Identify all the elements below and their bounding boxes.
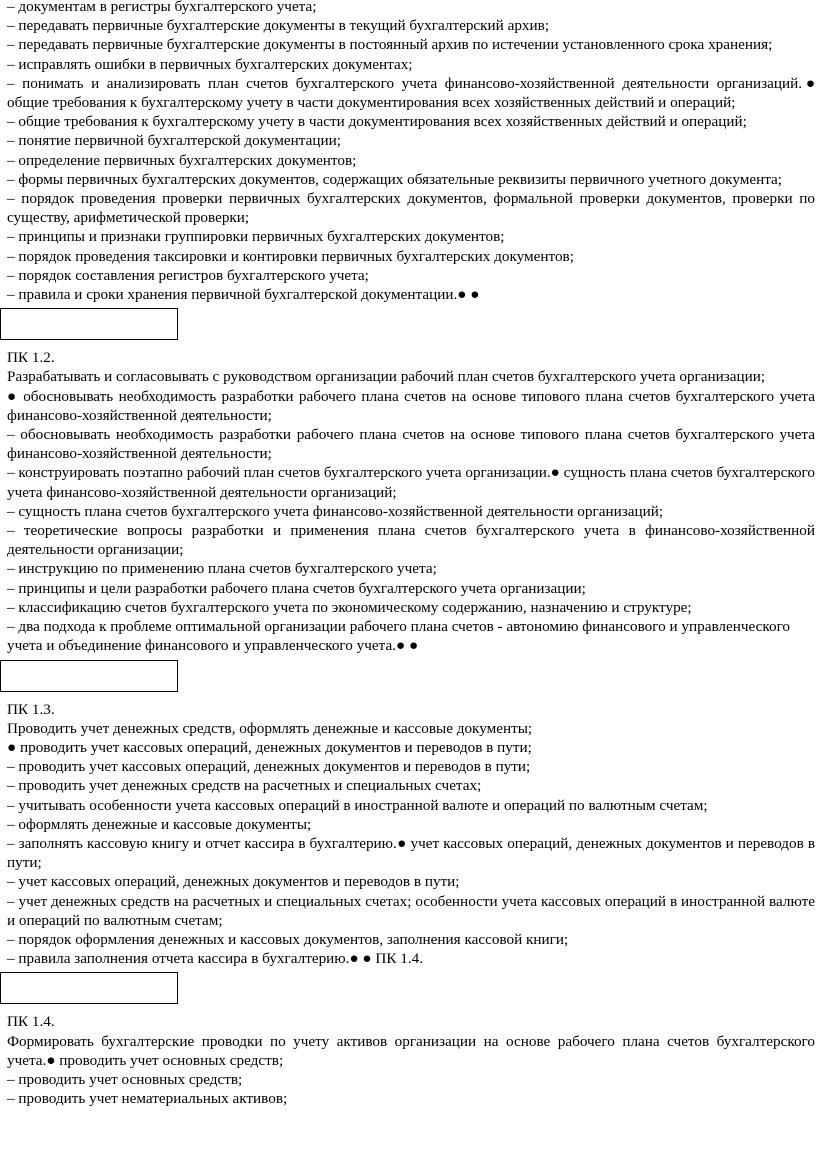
list-item: – порядок проведения проверки первичных бухгалтерских документов, формальной проверки документов, проверки по существу, арифметической проверки; xyxy=(7,190,815,227)
skills-list-1 xyxy=(7,0,815,304)
list-item: – порядок составления регистров бухгалтерского учета; xyxy=(7,266,369,284)
skills-list-4 xyxy=(7,1032,815,1109)
list-item: – учитывать особенности учета кассовых операций в иностранной валюте и операций по валютным счетам; xyxy=(7,796,708,814)
list-item: ● обосновывать необходимость разработки рабочего плана счетов на основе типового плана счетов бухгалтерского учета финансово-хозяйственной деятельности; xyxy=(7,387,815,424)
list-item: – правила и сроки хранения первичной бухгалтерской документации.● ● xyxy=(7,286,480,304)
skills-list-2 xyxy=(7,367,815,655)
competency-code: ПК 1.3. xyxy=(7,700,55,718)
list-item: – общие требования к бухгалтерскому учету в части документирования всех хозяйственных действий и операций; xyxy=(7,113,747,131)
document-page xyxy=(7,0,815,1108)
list-item: – обосновывать необходимость разработки рабочего плана счетов на основе типового плана счетов бухгалтерского учета финансово-хозяйственной деятельности; xyxy=(7,426,815,463)
competency-code: ПК 1.2. xyxy=(7,349,55,367)
list-item: – передавать первичные бухгалтерские документы в текущий бухгалтерский архив; xyxy=(7,17,550,35)
list-item: – исправлять ошибки в первичных бухгалтерских документах; xyxy=(7,55,413,73)
list-item: – порядок оформления денежных и кассовых документов, заполнения кассовой книги; xyxy=(7,930,569,948)
competency-code: ПК 1.4. xyxy=(7,1013,55,1031)
list-item: – конструировать поэтапно рабочий план счетов бухгалтерского учета организации.● сущность плана счетов бухгалтерского учета финансово-хозяйственной деятельности организаций; xyxy=(7,464,815,501)
list-item: – теоретические вопросы разработки и применения плана счетов бухгалтерского учета в финансово-хозяйственной деятельности организации; xyxy=(7,522,815,559)
list-item: Проводить учет денежных средств, оформлять денежные и кассовые документы; xyxy=(7,719,533,737)
list-item: – заполнять кассовую книгу и отчет кассира в бухгалтерию.● учет кассовых операций, денежных документов и переводов в пути; xyxy=(7,834,815,872)
empty-table-cell xyxy=(0,660,178,692)
list-item: – принципы и признаки группировки первичных бухгалтерских документов; xyxy=(7,228,505,246)
list-item: – классификацию счетов бухгалтерского учета по экономическому содержанию, назначению и структуре; xyxy=(7,598,692,616)
empty-table-cell xyxy=(0,972,178,1004)
list-item: Формировать бухгалтерские проводки по учету активов организации на основе рабочего плана счетов бухгалтерского учета.● проводить учет основных средств; xyxy=(7,1032,815,1069)
list-item: – учет денежных средств на расчетных и специальных счетах; особенности учета кассовых операций в иностранной валюте и операций по валютным счетам; xyxy=(7,892,815,929)
list-item: – понятие первичной бухгалтерской документации; xyxy=(7,132,341,150)
list-item: – сущность плана счетов бухгалтерского учета финансово-хозяйственной деятельности организаций; xyxy=(7,502,664,520)
list-item: – два подхода к проблеме оптимальной организации рабочего плана счетов - автономию финансового и управленческого учета и объединение финансового и управленческого учета.● ● xyxy=(7,618,791,655)
list-item: ● проводить учет кассовых операций, денежных документов и переводов в пути; xyxy=(7,738,532,756)
list-item: – документам в регистры бухгалтерского учета; xyxy=(7,0,317,15)
list-item: – формы первичных бухгалтерских документов, содержащих обязательные реквизиты первичного учетного документа; xyxy=(7,170,782,188)
list-item: – передавать первичные бухгалтерские документы в постоянный архив по истечении установленного срока хранения; xyxy=(7,36,773,54)
list-item: – проводить учет нематериальных активов; xyxy=(7,1090,288,1108)
list-item: – учет кассовых операций, денежных документов и переводов в пути; xyxy=(7,873,460,891)
list-item: Разрабатывать и согласовывать с руководством организации рабочий план счетов бухгалтерского учета организации; xyxy=(7,368,766,386)
list-item: – принципы и цели разработки рабочего плана счетов бухгалтерского учета организации; xyxy=(7,579,586,597)
list-item: – проводить учет кассовых операций, денежных документов и переводов в пути; xyxy=(7,758,531,776)
list-item: – понимать и анализировать план счетов бухгалтерского учета финансово-хозяйственной деятельности организаций.● общие требования к бухгалтерскому учету в части документирования всех хозяйственных действий и операций; xyxy=(7,74,815,112)
list-item: – оформлять денежные и кассовые документы; xyxy=(7,815,312,833)
empty-table-cell xyxy=(0,308,178,340)
list-item: – проводить учет денежных средств на расчетных и специальных счетах; xyxy=(7,777,482,795)
list-item: – определение первичных бухгалтерских документов; xyxy=(7,151,357,169)
list-item: – проводить учет основных средств; xyxy=(7,1070,243,1088)
list-item: – правила заполнения отчета кассира в бухгалтерию.● ● ПК 1.4. xyxy=(7,950,424,968)
list-item: – инструкцию по применению плана счетов бухгалтерского учета; xyxy=(7,560,437,578)
skills-list-3 xyxy=(7,719,815,969)
list-item: – порядок проведения таксировки и контировки первичных бухгалтерских документов; xyxy=(7,247,574,265)
